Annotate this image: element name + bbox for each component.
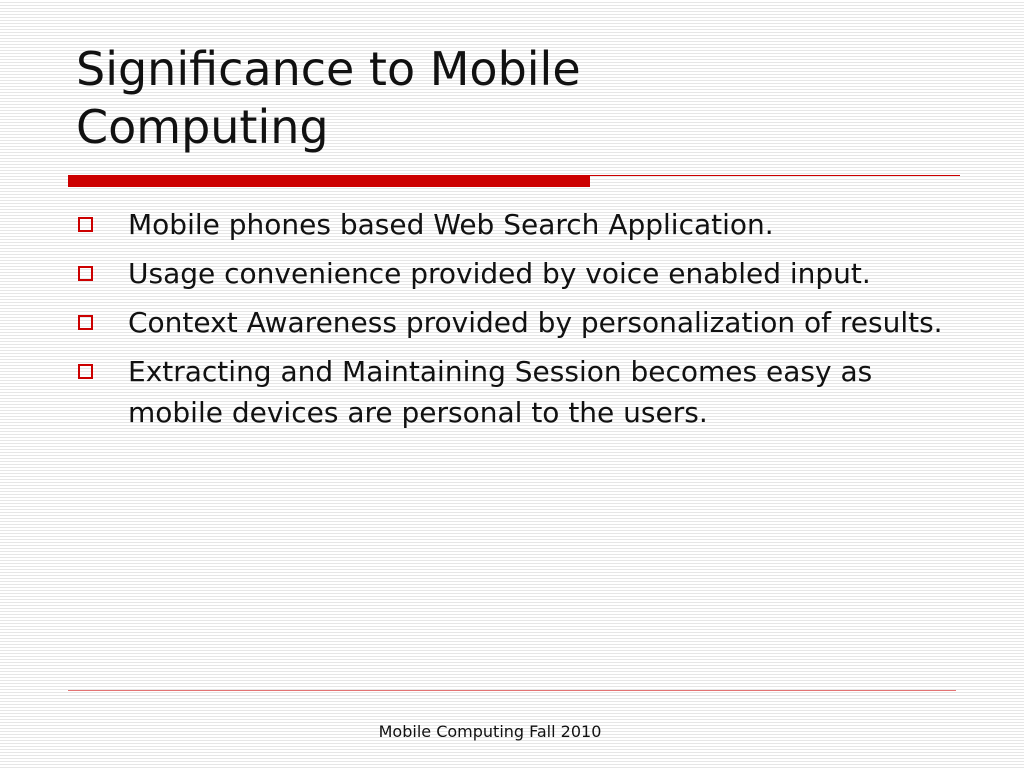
bullet-item — [76, 204, 956, 245]
hollow-square-bullet-icon — [78, 315, 93, 330]
hollow-square-bullet-icon — [78, 266, 93, 281]
bullet-item — [76, 351, 956, 433]
bullet-item — [76, 302, 956, 343]
slide-title — [76, 40, 956, 156]
title-divider-thick — [68, 175, 590, 187]
bullet-item — [76, 253, 956, 294]
hollow-square-bullet-icon — [78, 364, 93, 379]
bullet-text: Mobile phones based Web Search Application. — [128, 208, 774, 241]
slide-title-line-1: Significance to Mobile — [76, 42, 581, 96]
bullet-text: Usage convenience provided by voice enabled input. — [128, 257, 871, 290]
bullet-text: Extracting and Maintaining Session becomes easy as mobile devices are personal to the users. — [128, 355, 873, 429]
bullet-list — [76, 204, 956, 441]
slide-footer: Mobile Computing Fall 2010 — [378, 722, 602, 741]
slide-title-line-2: Computing — [76, 100, 329, 154]
footer-divider — [68, 690, 956, 691]
bullet-text: Context Awareness provided by personalization of results. — [128, 306, 943, 339]
hollow-square-bullet-icon — [78, 217, 93, 232]
